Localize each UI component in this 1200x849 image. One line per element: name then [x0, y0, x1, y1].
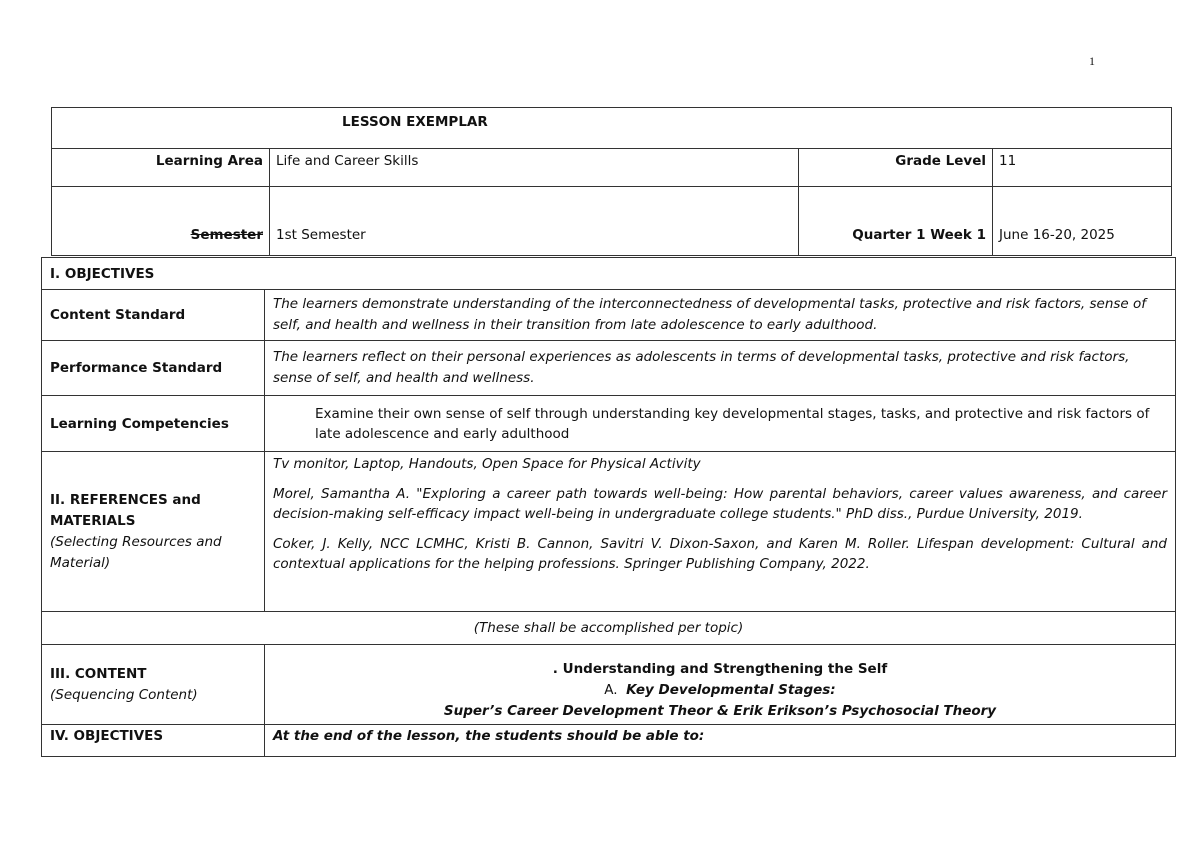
grade-level-value: 11	[993, 149, 1172, 187]
performance-standard-value: The learners reflect on their personal experiences as adolescents in terms of developmental tasks, protective and risk factors, sense of self, and health and wellness.	[273, 349, 1130, 386]
performance-standard-cell	[265, 341, 1176, 396]
content-item	[273, 680, 1167, 701]
quarter-week-value: June 16-20, 2025	[993, 187, 1172, 256]
objectives-heading: I. OBJECTIVES	[42, 258, 1176, 290]
content-item-marker: A.	[604, 682, 618, 698]
content-topic: . Understanding and Strengthening the Self	[552, 661, 888, 677]
semester-value: 1st Semester	[270, 187, 799, 256]
references-label-cell	[42, 452, 265, 612]
grade-level-label: Grade Level	[799, 149, 993, 187]
content-label-cell	[42, 645, 265, 725]
materials-list: Tv monitor, Laptop, Handouts, Open Space for Physical Activity	[273, 456, 701, 472]
lesson-header-table	[51, 107, 1172, 256]
learning-area-label: Learning Area	[52, 149, 270, 187]
semester-label: Semester	[190, 227, 263, 243]
learning-area-value: Life and Career Skills	[270, 149, 799, 187]
content-standard-cell	[265, 290, 1176, 341]
content-standard-value: The learners demonstrate understanding of the interconnectedness of developmental tasks, protective and risk factors, sense of self, and health and wellness in their transition from late adolescence to early adulthood.	[273, 296, 1147, 333]
content-heading: III. CONTENT	[50, 665, 147, 682]
performance-standard-label: Performance Standard	[42, 341, 265, 396]
lesson-title: LESSON EXEMPLAR	[52, 108, 1172, 149]
content-item-title: Key Developmental Stages:	[626, 682, 836, 698]
learning-competencies-value: Examine their own sense of self through understanding key developmental stages, tasks, and protective and risk factors of late adolescence and early adulthood	[315, 405, 1150, 442]
content-subheading: (Sequencing Content)	[50, 686, 198, 703]
content-cell	[265, 645, 1176, 725]
semester-label-cell	[52, 187, 270, 256]
learning-competencies-cell	[265, 396, 1176, 452]
quarter-week-label: Quarter 1 Week 1	[799, 187, 993, 256]
objectives-iv-heading: IV. OBJECTIVES	[42, 725, 265, 757]
references-subheading: (Selecting Resources and Material)	[50, 533, 222, 571]
reference-entry: Coker, J. Kelly, NCC LCMHC, Kristi B. Cannon, Savitri V. Dixon-Saxon, and Karen M. Roller. Lifespan development: Cultural and contextual applications for the helping professions. Springer Publishing Company, 2022.	[273, 536, 1167, 572]
accomplished-note: (These shall be accomplished per topic)	[42, 612, 1176, 645]
learning-competencies-label: Learning Competencies	[42, 396, 265, 452]
reference-entry: Morel, Samantha A. "Exploring a career path towards well-being: How parental behaviors, career values awareness, and career decision-making self-efficacy impact well-being in undergraduate college students." PhD diss., Purdue University, 2019.	[273, 486, 1167, 522]
content-theories: Super’s Career Development Theor & Erik Erikson’s Psychosocial Theory	[443, 703, 997, 719]
lesson-body-table	[41, 257, 1176, 757]
references-cell	[265, 452, 1176, 612]
content-standard-label: Content Standard	[42, 290, 265, 341]
objectives-iv-intro: At the end of the lesson, the students should be able to:	[265, 725, 1176, 757]
references-heading: II. REFERENCES and MATERIALS	[50, 491, 201, 529]
page-number: 1	[1089, 54, 1095, 68]
